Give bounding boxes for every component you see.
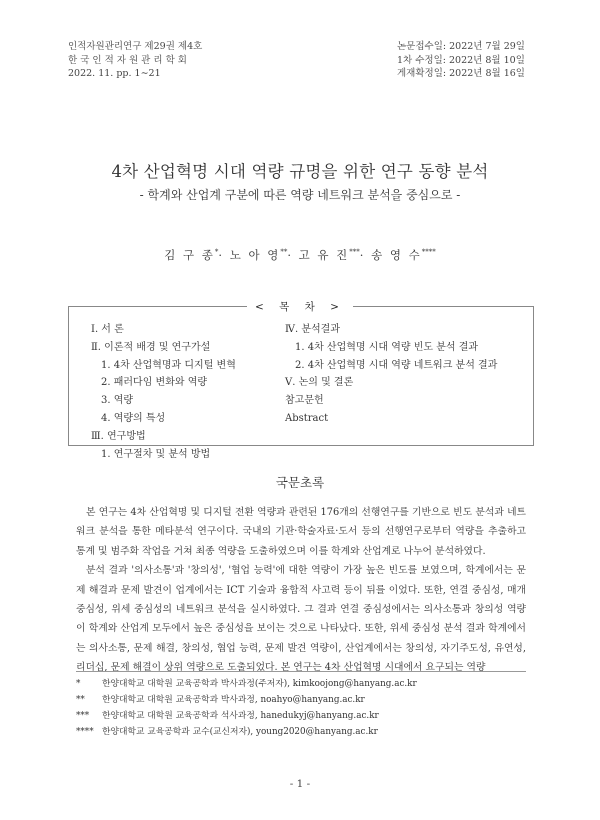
toc-item: Abstract	[285, 412, 329, 424]
footnote: **** 한양대학교 교육공학과 교수(교신저자), young2020@hanyang.ac.kr	[76, 727, 378, 737]
author: 고 유 진***·	[298, 248, 372, 262]
paper-title: 4차 산업혁명 시대 역량 규명을 위한 연구 동향 분석	[111, 162, 489, 181]
submission-dates	[397, 40, 525, 81]
revised-date: 1차 수정일: 2022년 8월 10일	[397, 54, 525, 66]
toc-item: 4. 역량의 특성	[101, 412, 166, 424]
toc-left-column	[91, 321, 236, 463]
toc-label: < 목 차 >	[0, 299, 600, 314]
toc-item: 참고문헌	[285, 395, 324, 407]
received-date: 논문접수일: 2022년 7월 29일	[397, 41, 525, 52]
footnote-divider	[76, 671, 526, 672]
toc-item: Ⅳ. 분석결과	[285, 324, 340, 335]
author: 김 구 종*·	[164, 248, 230, 262]
accepted-date: 게재확정일: 2022년 8월 16일	[397, 68, 525, 79]
toc-item: 3. 역량	[101, 395, 134, 407]
journal-name: 인적자원관리연구 제29권 제4호	[68, 41, 203, 52]
toc-item: Ⅱ. 이론적 배경 및 연구가설	[91, 341, 211, 353]
footnote: *** 한양대학교 대학원 교육공학과 석사과정, hanedukyj@hanyang.ac.kr	[76, 711, 379, 721]
author-list	[0, 247, 600, 263]
abstract-paragraph: 본 연구는 4차 산업혁명 및 디지털 전환 역량과 관련된 176개의 선행연구를 기반으로 빈도 분석과 네트워크 분석을 통한 메타분석 연구이다. 국내의 기관·학술자료·도서 등의 선행연구로부터 역량을 추출하고 통계 및 범주화 작업을 거쳐 최종 역량을 도출하였으며 이를 학계와 산업계로 나누어 분석하였다.	[76, 507, 526, 557]
toc-item: 2. 패러다임 변화와 역량	[101, 377, 208, 389]
journal-header	[68, 40, 202, 81]
issue-info: 2022. 11. pp. 1∼21	[68, 68, 161, 79]
toc-item: 1. 연구절차 및 분석 방법	[101, 448, 211, 460]
abstract-body	[76, 503, 526, 678]
footnote: ** 한양대학교 대학원 교육공학과 박사과정, noahyo@hanyang.ac.kr	[76, 695, 365, 705]
author: 송 영 수****	[371, 248, 436, 262]
toc-right-column	[285, 321, 497, 428]
table-of-contents	[68, 306, 534, 460]
paper-subtitle: - 학계와 산업계 구분에 따른 역량 네트워크 분석을 중심으로 -	[139, 188, 461, 202]
footnotes	[76, 676, 417, 740]
toc-item: Ⅴ. 논의 및 결론	[285, 377, 354, 389]
toc-item: 1. 4차 산업혁명 시대 역량 빈도 분석 결과	[295, 341, 479, 353]
toc-item: Ⅲ. 연구방법	[91, 430, 146, 442]
abstract-heading: 국문초록	[275, 475, 325, 490]
society-name: 한 국 인 적 자 원 관 리 학 회	[68, 54, 187, 66]
abstract-paragraph: 분석 결과 '의사소통'과 '창의성', '협업 능력'에 대한 역량이 가장 높은 빈도를 보였으며, 학계에서는 문제 해결과 문제 발견이 업계에서는 ICT 기술과 융합적 사고력 등이 뒤를 이었다. 또한, 연결 중심성, 매개 중심성, 위세 중심성의 네트워크 분석을 실시하였다. 그 결과 연결 중심성에서는 의사소통과 창의성 역량이 학계와 산업계 모두에서 높은 중심성을 보이는 것으로 나타났다. 또한, 위세 중심성 분석 결과 학계에서는 의사소통, 문제 해결, 창의성, 협업 능력, 문제 발견 역량이, 산업계에서는 창의성, 자기주도성, 유연성, 리더십, 문제 해결이 상위 역량으로 도출되었다. 본 연구는 4차 산업혁명 시대에서 요구되는 역량	[76, 565, 526, 674]
footnote: * 한양대학교 대학원 교육공학과 박사과정(주저자), kimkoojong@hanyang.ac.kr	[76, 679, 417, 689]
toc-item: 2. 4차 산업혁명 시대 역량 네트워크 분석 결과	[295, 359, 498, 371]
toc-item: Ⅰ. 서 론	[91, 324, 124, 335]
toc-item: 1. 4차 산업혁명과 디지털 변혁	[101, 359, 236, 371]
page-number: - 1 -	[289, 778, 311, 790]
author: 노 아 영**·	[229, 248, 299, 262]
